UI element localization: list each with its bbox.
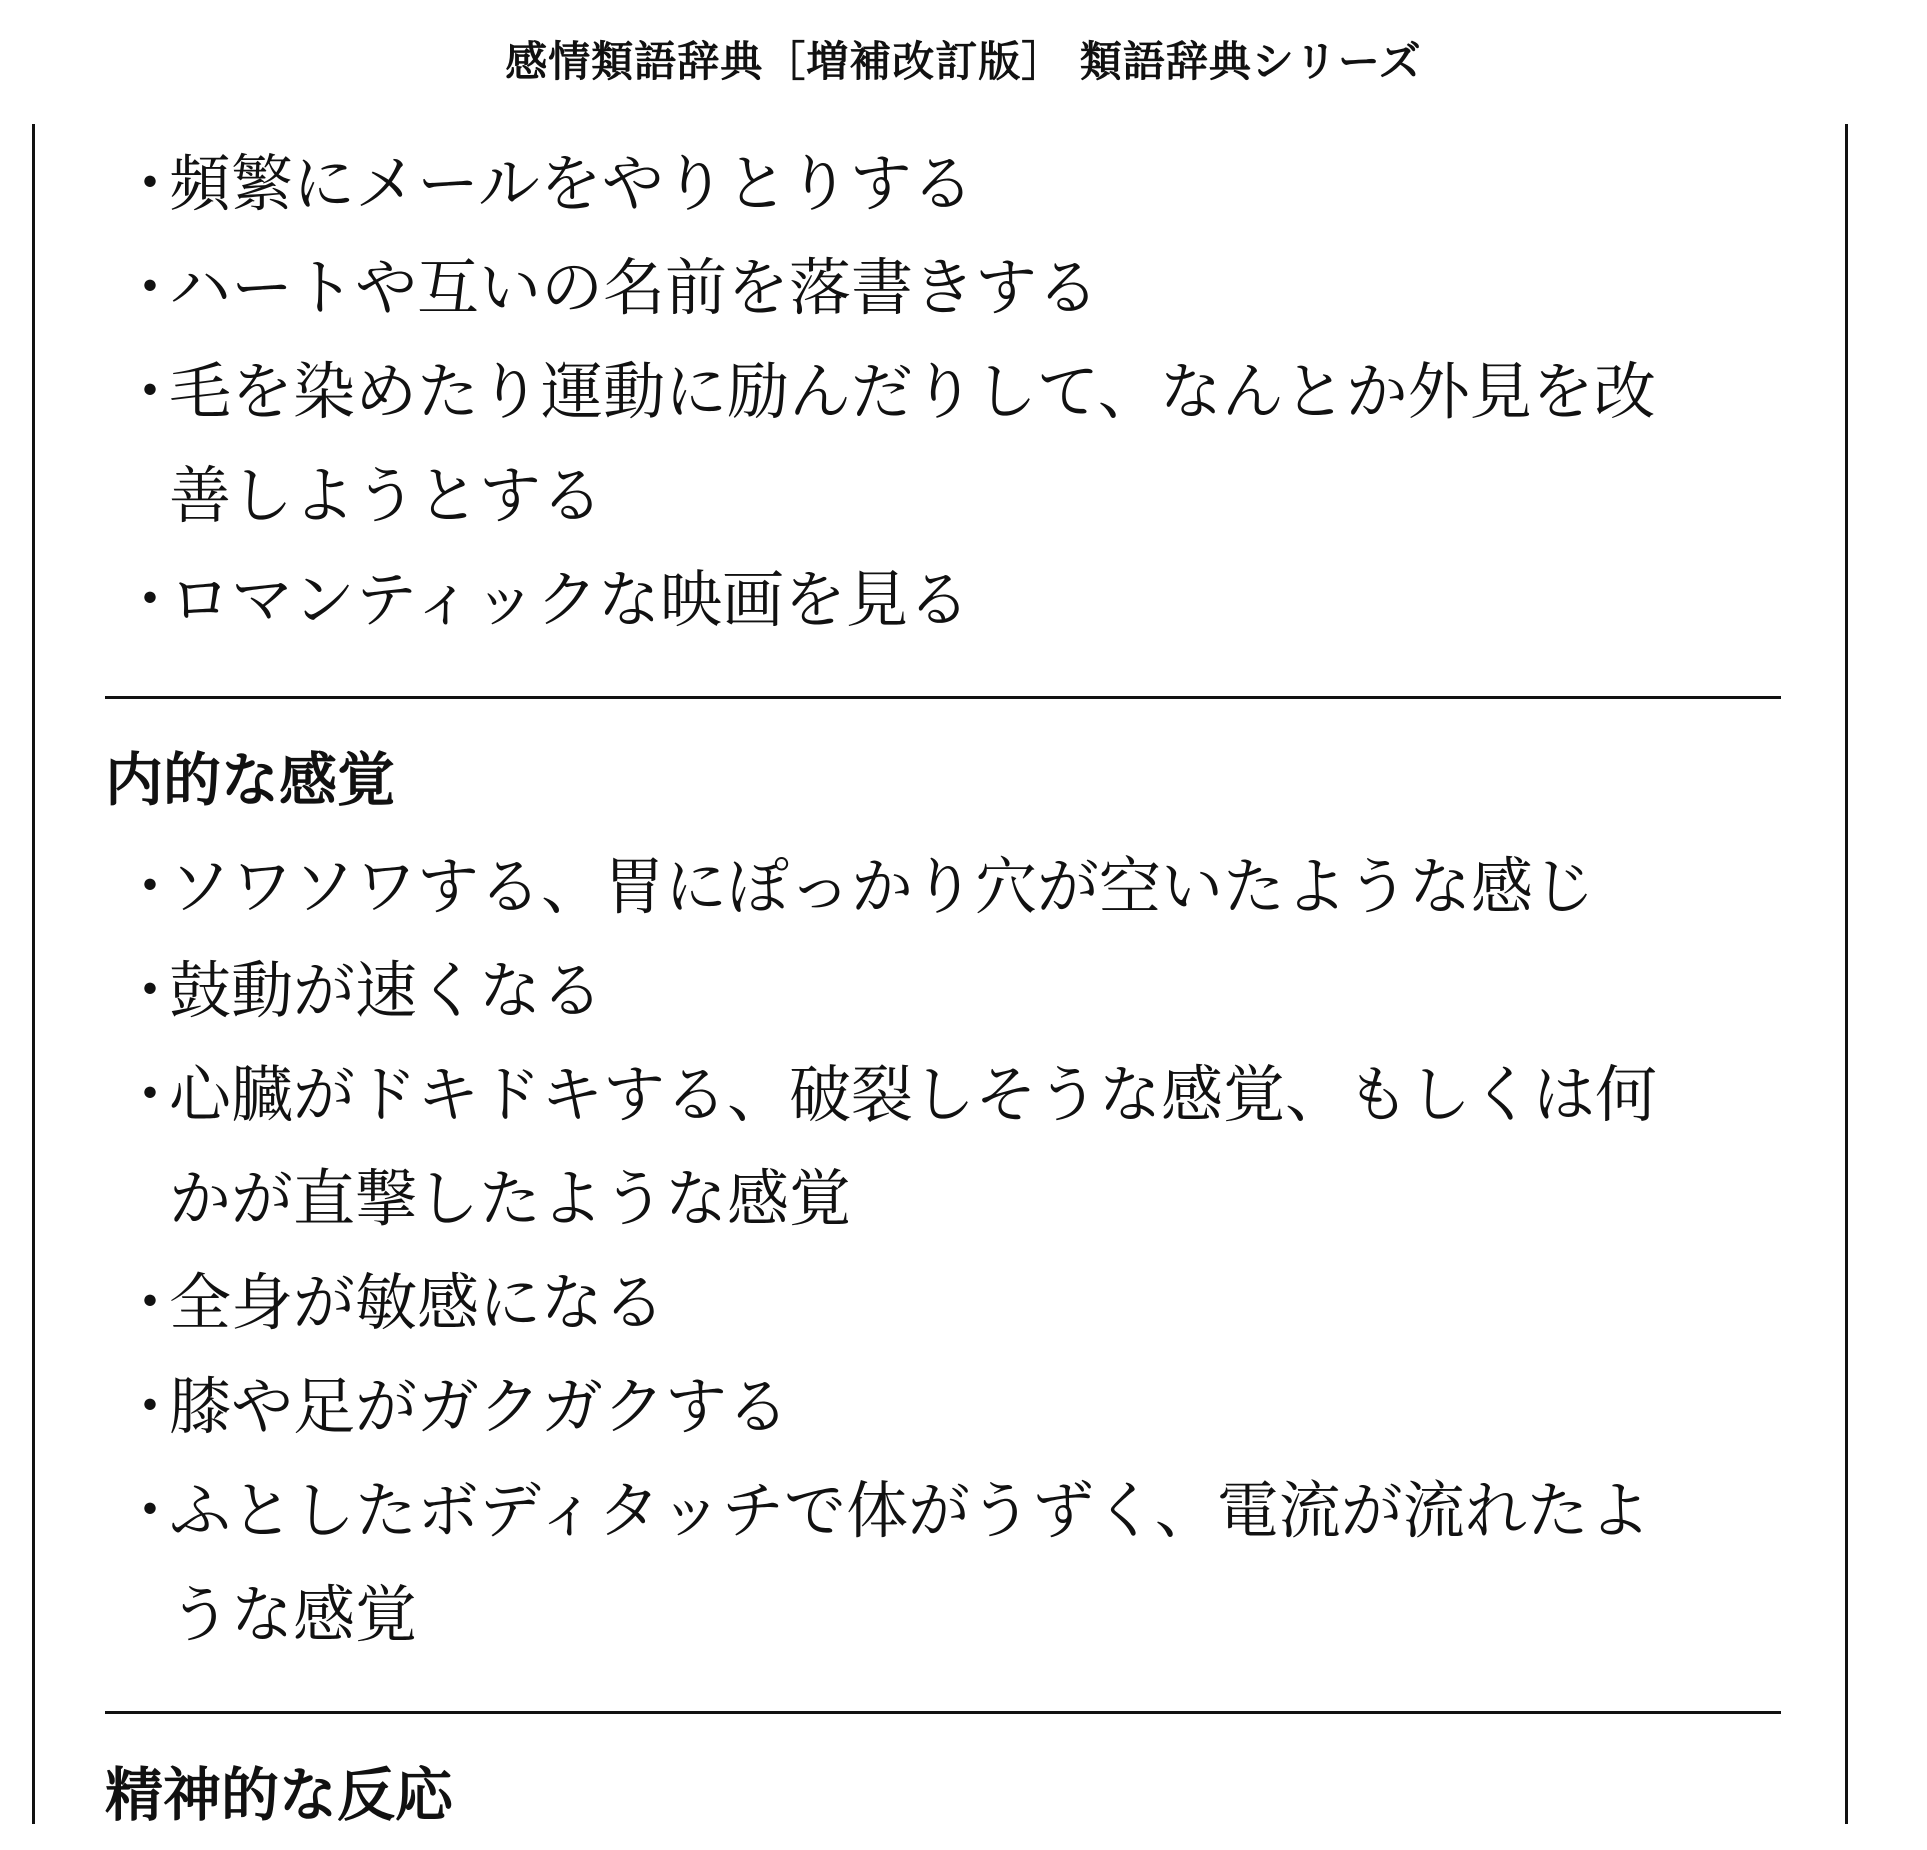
list-item-text: ハートや互いの名前を落書きする <box>169 251 1100 324</box>
section-inner-feelings <box>105 696 1781 1667</box>
bullet: ・ <box>119 1058 182 1131</box>
bullet: ・ <box>119 355 182 428</box>
section-mental-reactions <box>105 1711 1781 1850</box>
list-item-text: 膝や足がガクガクする <box>169 1370 790 1443</box>
bullet: ・ <box>119 147 182 220</box>
section-title: 精神的な反応 <box>105 1761 454 1829</box>
list-item <box>105 835 1781 939</box>
bullet: ・ <box>119 563 182 636</box>
bullet: ・ <box>119 850 182 923</box>
bullet: ・ <box>119 1266 182 1339</box>
page-content <box>105 124 1781 1850</box>
top-list <box>105 132 1781 652</box>
list-item-text: 頻繁にメールをやりとりする <box>169 147 974 220</box>
list-item-text: ふとしたボディタッチで体がうずく、電流が流れたよ うな感覚 <box>169 1474 1651 1651</box>
list-item-text: 心臓がドキドキする、破裂しそうな感覚、もしくは何 かが直撃したような感覚 <box>169 1058 1658 1235</box>
book-title-header <box>0 0 1927 118</box>
book-title: 感情類語辞典［増補改訂版］ 類語辞典シリーズ <box>505 37 1422 86</box>
list-item <box>105 236 1781 340</box>
list-item-text: ソワソワする、胃にぽっかり穴が空いたような感じ <box>169 850 1596 923</box>
list-item <box>105 1355 1781 1459</box>
bullet: ・ <box>119 251 182 324</box>
list-item <box>105 548 1781 652</box>
list-item <box>105 1043 1781 1251</box>
list-item-text: 毛を染めたり運動に励んだりして、なんとか外見を改 善しようとする <box>169 355 1656 532</box>
bullet: ・ <box>119 1474 182 1547</box>
list-item <box>105 132 1781 236</box>
bullet: ・ <box>119 954 182 1027</box>
list-item <box>105 340 1781 548</box>
bullet: ・ <box>119 1370 182 1443</box>
page-frame <box>32 124 1848 1829</box>
list-item <box>105 1459 1781 1667</box>
list-item-text: 全身が敏感になる <box>169 1266 666 1339</box>
list-item-text: 鼓動が速くなる <box>169 954 604 1027</box>
section-title: 内的な感覚 <box>105 746 396 814</box>
list-item <box>105 1251 1781 1355</box>
list-item <box>105 939 1781 1043</box>
list-item-text: ロマンティックな映画を見る <box>169 563 971 636</box>
section-list <box>105 835 1781 1667</box>
